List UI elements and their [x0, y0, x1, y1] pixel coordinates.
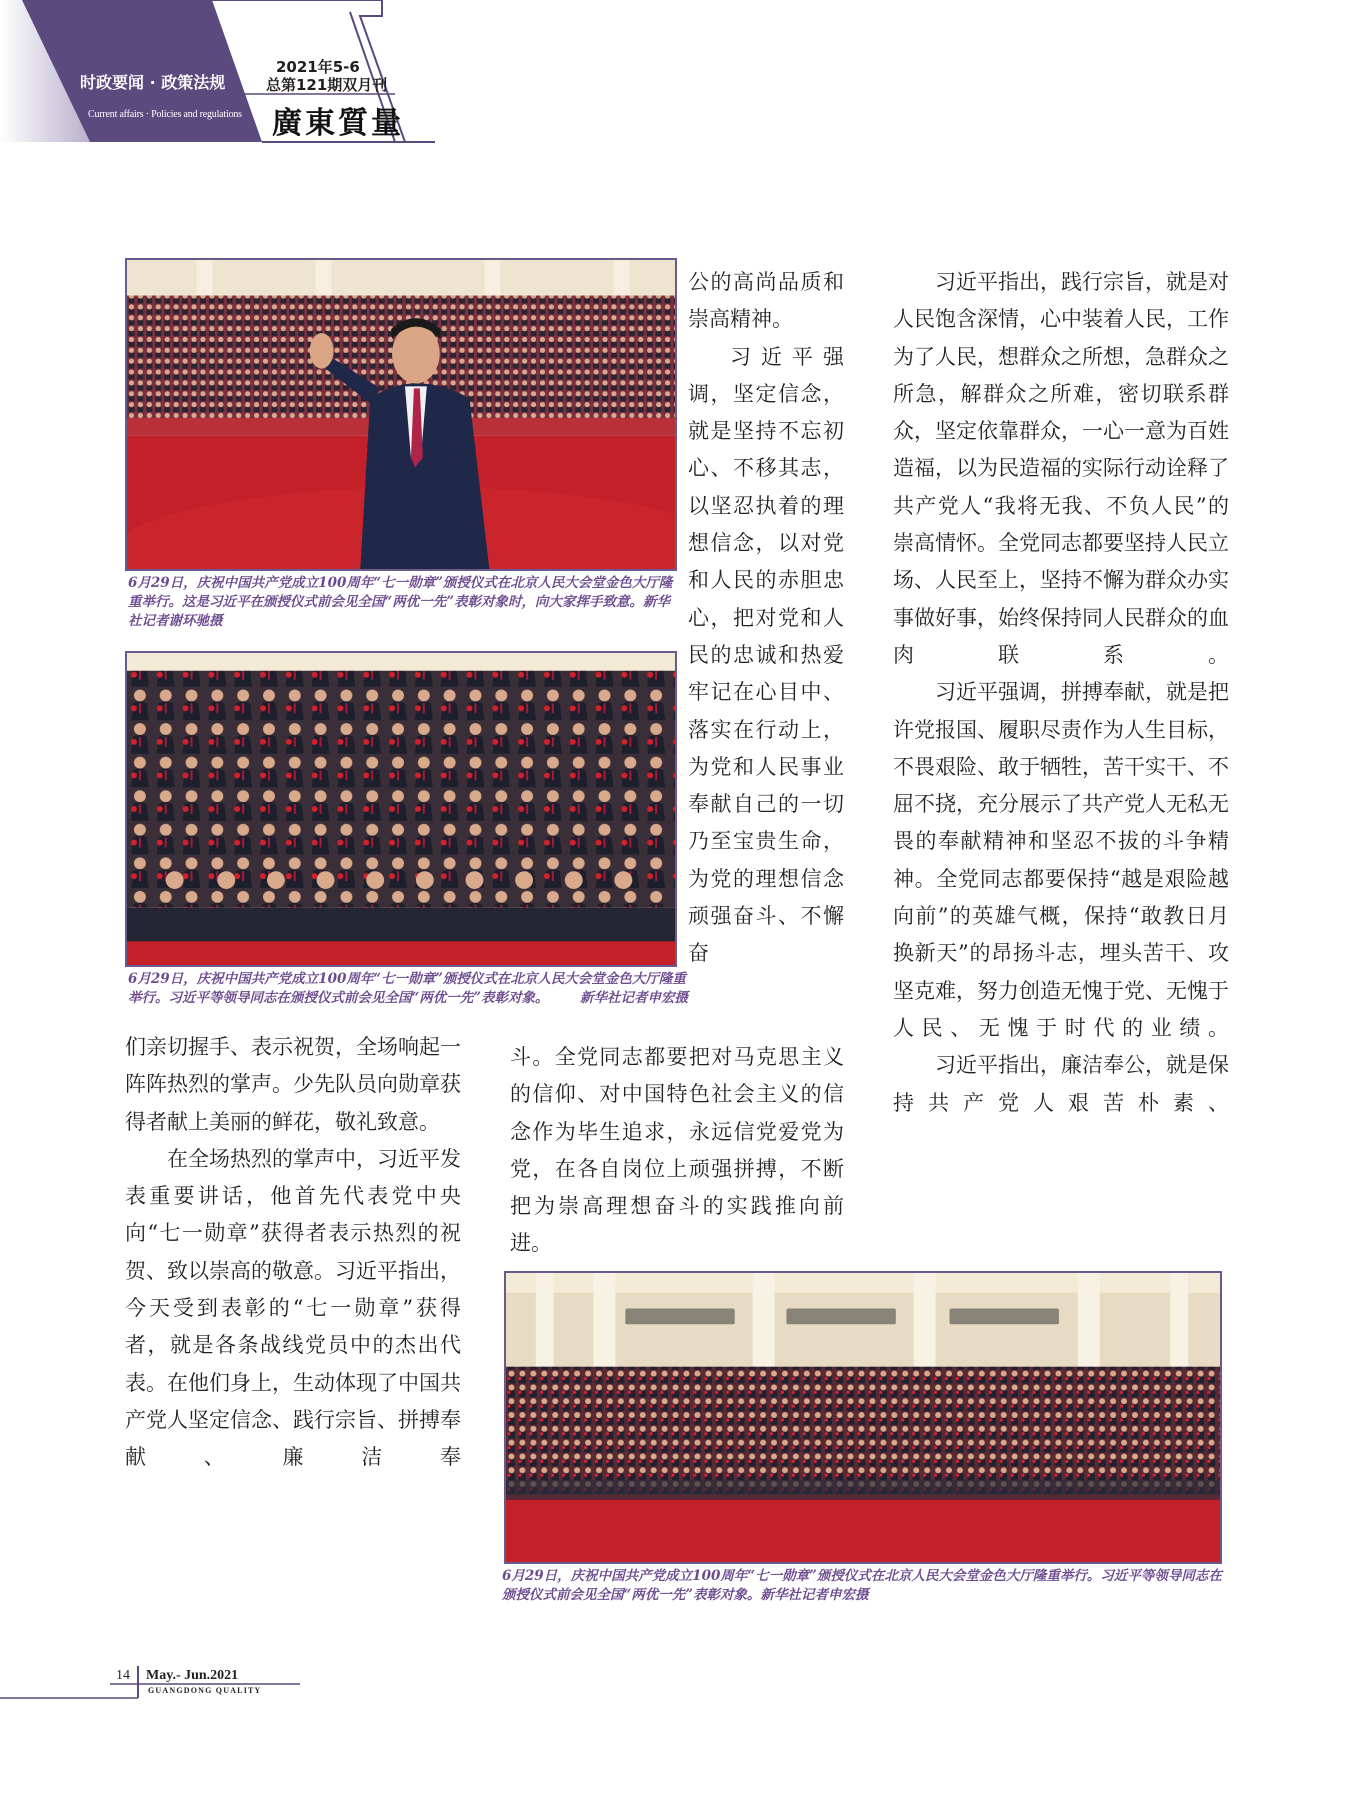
masthead-logo: 廣東質量: [272, 106, 404, 141]
page-number: 14: [116, 1668, 130, 1683]
column-left-bottom: [125, 1029, 461, 1477]
paragraph: 习近平指出，廉洁奉公，就是保持共产党人艰苦朴素、: [893, 1053, 1229, 1115]
column-right: [893, 264, 1229, 1122]
paragraph: 们亲切握手、表示祝贺，全场响起一阵阵热烈的掌声。少先队员向勋章获得者献上美丽的鲜花，敬礼致意。: [125, 1035, 461, 1134]
photo-hall-group-caption: 6月29日，庆祝中国共产党成立100周年“七一勋章”颁授仪式在北京人民大会堂金色大厅隆重举行。习近平等领导同志在颁授仪式前会见全国“两优一先”表彰对象。新华社记者申宏摄: [502, 1568, 1222, 1603]
photo-leaders-group-caption: [128, 970, 688, 1008]
paragraph: 斗。全党同志都要把对马克思主义的信仰、对中国特色社会主义的信念作为毕生追求，永远信党爱党为党，在各自岗位上顽强拼搏，不断把为崇高理想奋斗的实践推向前进。: [510, 1045, 844, 1256]
caption-text: 6月29日，庆祝中国共产党成立100周年“七一勋章”颁授仪式在北京人民大会堂金色大厅隆重举行。习近平等领导同志在颁授仪式前会见全国“两优一先”表彰对象。: [128, 971, 686, 1006]
paragraph: 在全场热烈的掌声中，习近平发表重要讲话，他首先代表党中央向“七一勋章”获得者表示热烈的祝贺、致以崇高的敬意。习近平指出，今天受到表彰的“七一勋章”获得者，就是各条战线党员中的杰出代表。在他们身上，生动体现了中国共产党人坚定信念、践行宗旨、拼搏奉献、廉洁奉: [125, 1146, 461, 1470]
photo-waving-caption: 6月29日，庆祝中国共产党成立100周年“七一勋章”颁授仪式在北京人民大会堂金色大厅隆重举行。这是习近平在颁授仪式前会见全国“两优一先”表彰对象时，向大家挥手致意。新华社记者谢环驰摄: [128, 575, 673, 629]
column-middle-narrow: [688, 264, 844, 973]
paragraph: 习近平强调，坚定信念，就是坚持不忘初心、不移其志，以坚忍执着的理想信念，以对党和人民的赤胆忠心，把对党和人民的忠诚和热爱牢记在心目中、落实在行动上，为党和人民事业奉献自己的一切乃至宝贵生命，为党的理想信念顽强奋斗、不懈奋: [688, 344, 844, 966]
section-subtitle: Current affairs · Policies and regulations: [88, 109, 242, 120]
paragraph: 习近平指出，践行宗旨，就是对人民饱含深情，心中装着人民，工作为了人民，想群众之所想，急群众之所急，解群众之所难，密切联系群众，坚定依靠群众，一心一意为百姓造福，以为民造福的实际行动诠释了共产党人“我将无我、不负人民”的崇高情怀。全党同志都要坚持人民立场、人民至上，坚持不懈为群众办实事做好事，始终保持同人民群众的血肉联系。: [893, 270, 1229, 667]
issue-date: 2021年5-6: [276, 58, 360, 76]
photo-hall-group: [504, 1271, 1222, 1564]
issue-number: 总第121期双月刊: [266, 76, 388, 94]
column-middle-wide: [510, 1039, 844, 1263]
paragraph: 习近平强调，拼搏奉献，就是把许党报国、履职尽责作为人生目标，不畏艰险、敢于牺牲，苦干实干、不屈不挠，充分展示了共产党人无私无畏的奉献精神和坚忍不拔的斗争精神。全党同志都要保持“越是艰险越向前”的英雄气概，保持“敢教日月换新天”的昂扬斗志，埋头苦干、攻坚克难，努力创造无愧于党、无愧于人民、无愧于时代的业绩。: [893, 680, 1229, 1040]
footer-date: May.- Jun.2021: [146, 1668, 239, 1683]
photo-credit: 新华社记者申宏摄: [580, 990, 688, 1006]
section-title: 时政要闻 · 政策法规: [80, 73, 226, 92]
photo-waving: [125, 258, 677, 571]
photo-leaders-group: [125, 651, 677, 967]
footer-publication: GUANGDONG QUALITY: [148, 1686, 262, 1695]
paragraph: 公的高尚品质和崇高精神。: [688, 270, 844, 332]
